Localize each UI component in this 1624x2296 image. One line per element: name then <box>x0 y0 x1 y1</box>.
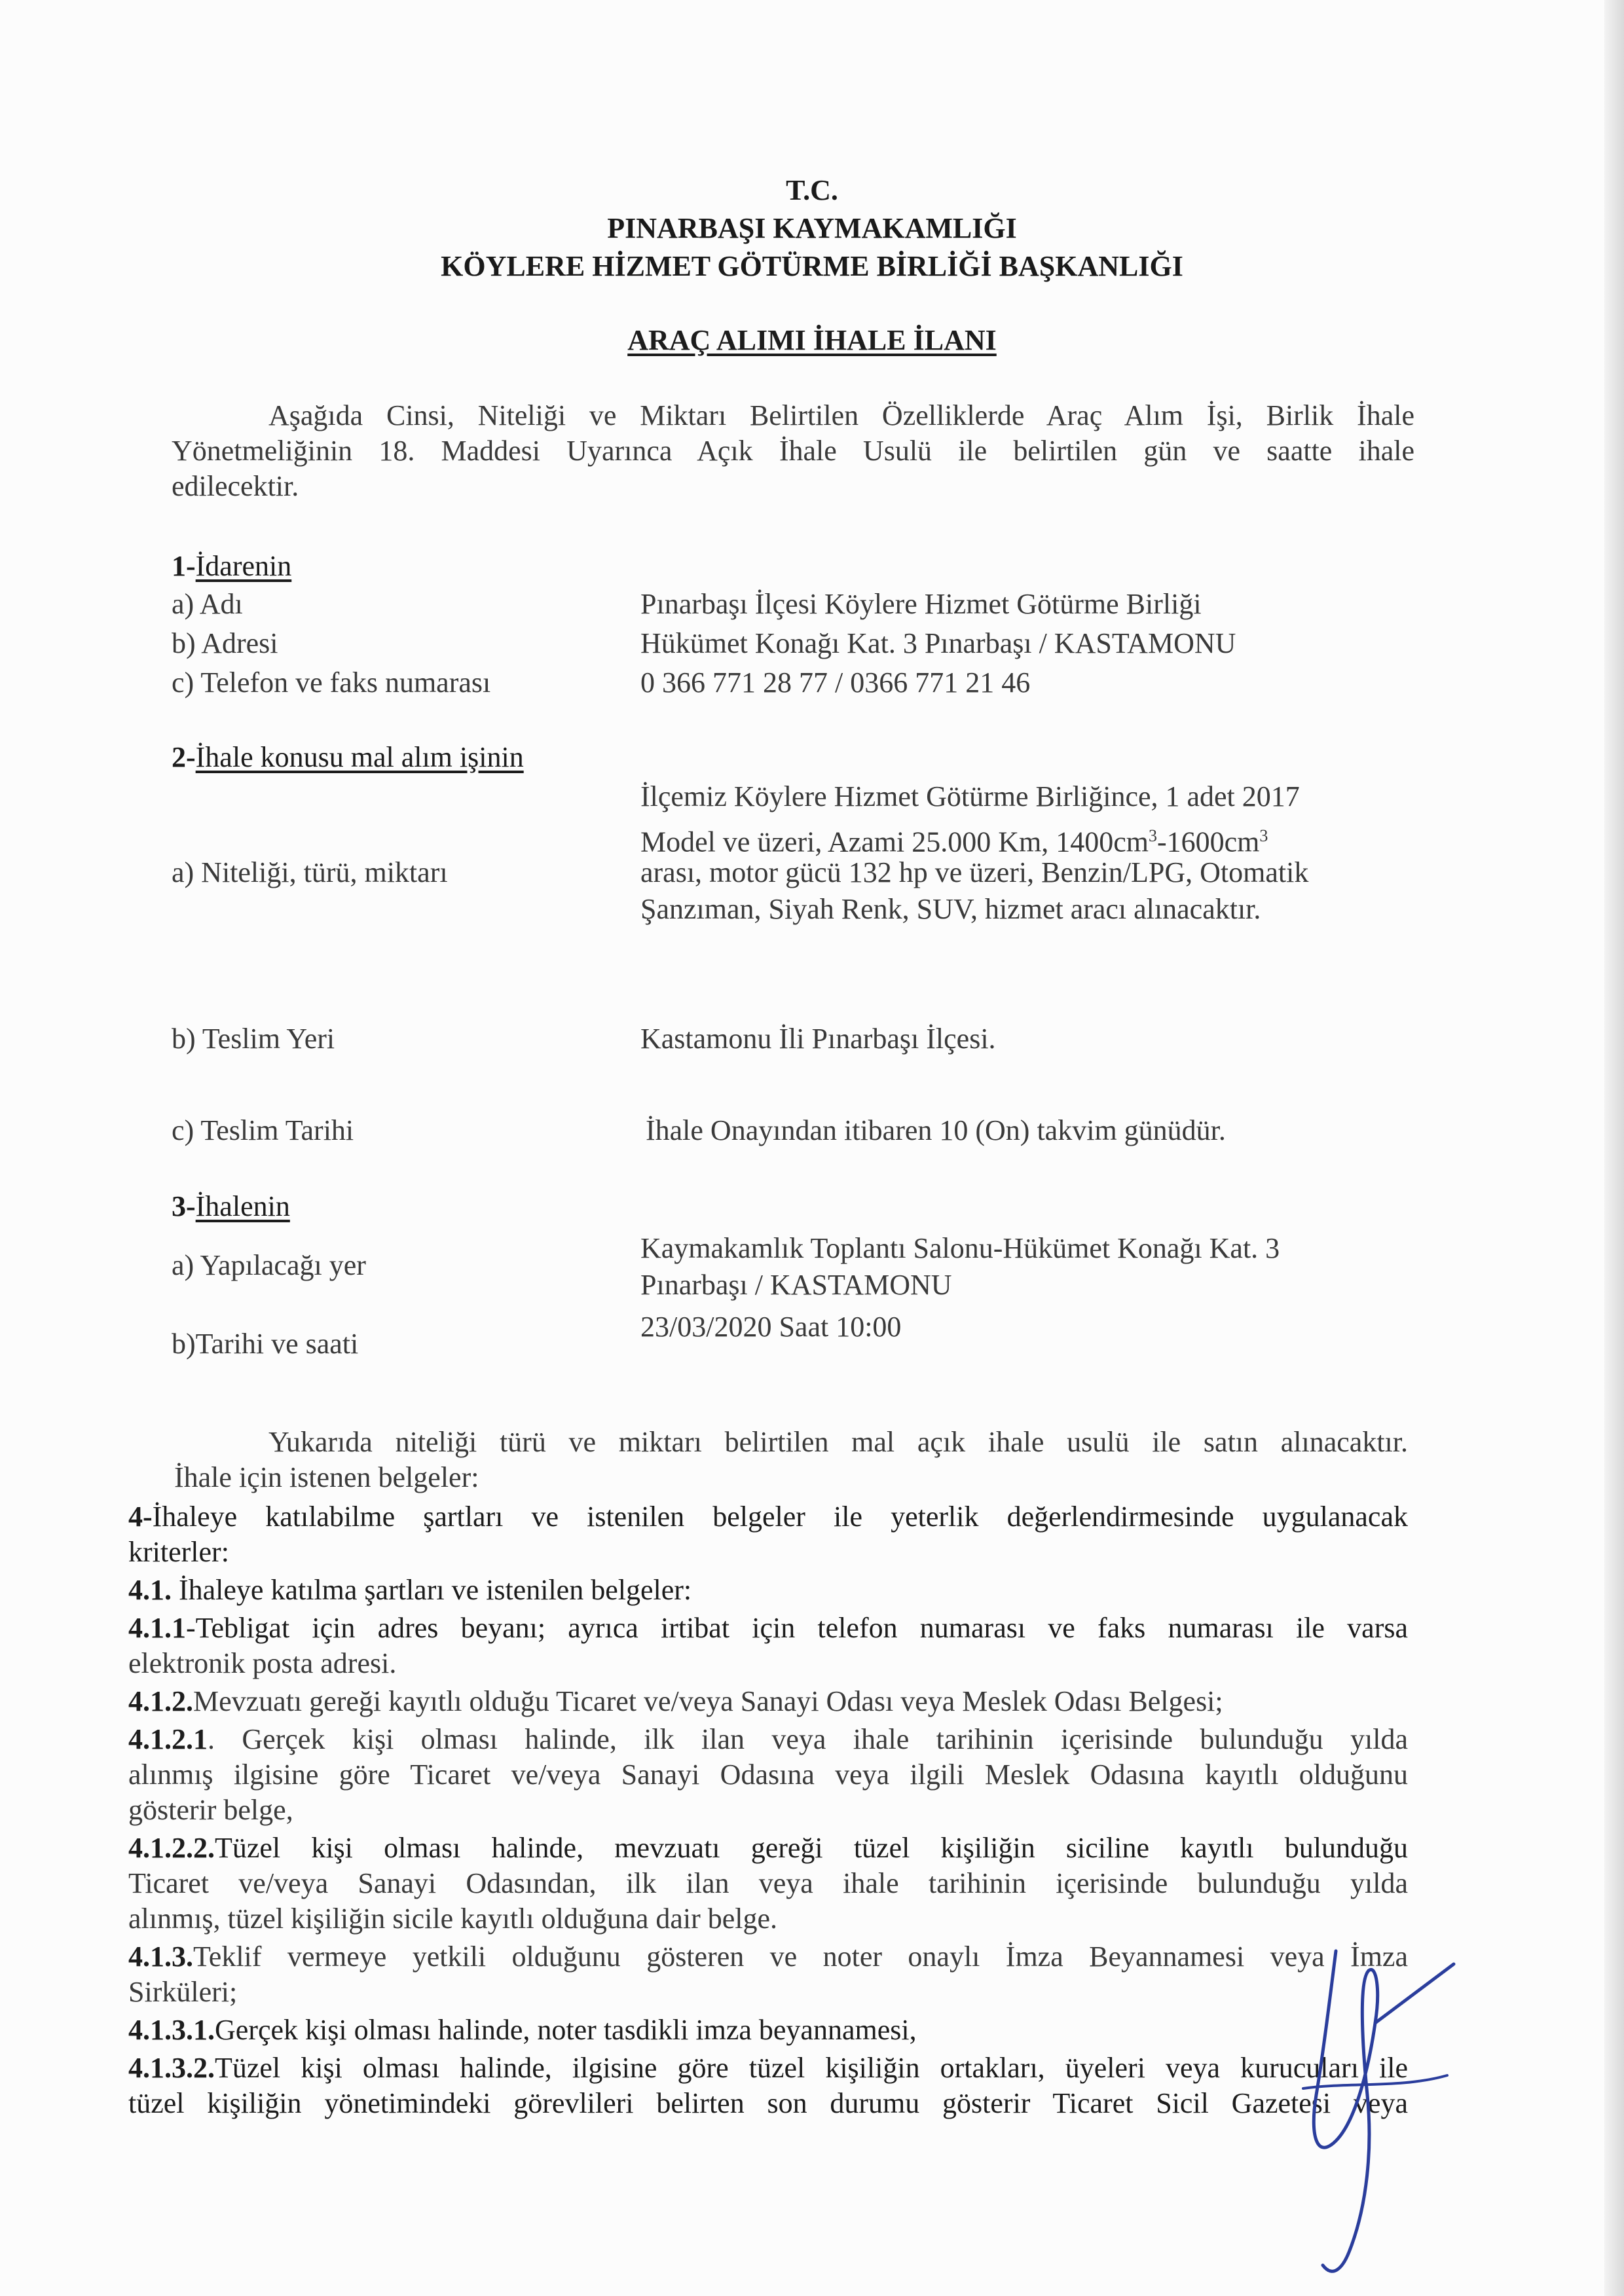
section1-value-c: 0 366 771 28 77 / 0366 771 21 46 <box>640 666 1031 699</box>
section3-a-value-line2: Pınarbaşı / KASTAMONU <box>640 1269 952 1301</box>
item-4-1-3-2-line1: 4.1.3.2.Tüzel kişi olması halinde, ilgisine göre tüzel kişiliğin ortakları, üyeleri veya kurucuları ile <box>128 2052 1408 2084</box>
section1-value-b: Hükümet Konağı Kat. 3 Pınarbaşı / KASTAMONU <box>640 627 1236 659</box>
section3-b-label: b)Tarihi ve saati <box>172 1328 359 1360</box>
item-4-1-2: 4.1.2.Mevzuatı gereği kayıtlı olduğu Ticaret ve/veya Sanayi Odası veya Meslek Odası Belgesi; <box>128 1685 1223 1717</box>
header-tc: T.C. <box>786 174 838 206</box>
item-4-1-1-line1: 4.1.1-Tebligat için adres beyanı; ayrıca irtibat için telefon numarası ve faks numarası ile varsa <box>128 1612 1408 1644</box>
header-birlik: KÖYLERE HİZMET GÖTÜRME BİRLİĞİ BAŞKANLIĞI <box>441 250 1183 282</box>
section2-a-value-line4: Şanzıman, Siyah Renk, SUV, hizmet aracı alınacaktır. <box>640 893 1261 925</box>
intro-line1: Aşağıda Cinsi, Niteliği ve Miktarı Belirtilen Özelliklerde Araç Alım İşi, Birlik İhale <box>268 399 1414 431</box>
section2-heading: 2-İhale konusu mal alım işinin <box>172 741 524 773</box>
section1-value-a: Pınarbaşı İlçesi Köylere Hizmet Götürme Birliği <box>640 588 1202 620</box>
intro-line2: Yönetmeliğinin 18. Maddesi Uyarınca Açık İhale Usulü ile belirtilen gün ve saatte ihale <box>172 435 1414 467</box>
section2-a-label: a) Niteliği, türü, miktarı <box>172 856 448 888</box>
header-kaymakamlik: PINARBAŞI KAYMAKAMLIĞI <box>607 212 1017 244</box>
section4-line1: 4-İhaleye katılabilme şartları ve istenilen belgeler ile yeterlik değerlendirmesinde uygulanacak <box>128 1501 1408 1533</box>
handwritten-signature <box>1297 1925 1493 2291</box>
item-4-1: 4.1. İhaleye katılma şartları ve istenilen belgeler: <box>128 1574 692 1606</box>
section3-a-label: a) Yapılacağı yer <box>172 1249 366 1281</box>
item-4-1-3-line1: 4.1.3.Teklif vermeye yetkili olduğunu gösteren ve noter onaylı İmza Beyannamesi veya İmza <box>128 1941 1408 1973</box>
section4-line2: kriterler: <box>128 1536 229 1568</box>
document-title: ARAÇ ALIMI İHALE İLANI <box>627 324 997 356</box>
section1-label-b: b) Adresi <box>172 627 278 659</box>
item-4-1-2-1-line1: 4.1.2.1. Gerçek kişi olması halinde, ilk ilan veya ihale tarihinin içerisinde bulunduğu yılda <box>128 1723 1408 1755</box>
closing-line2: İhale için istenen belgeler: <box>174 1461 479 1493</box>
item-4-1-3-line2: Sirküleri; <box>128 1976 238 2008</box>
section1-heading: 1-İdarenin <box>172 550 292 582</box>
section2-b-label: b) Teslim Yeri <box>172 1023 335 1055</box>
section2-a-value-line3: arası, motor gücü 132 hp ve üzeri, Benzin/LPG, Otomatik <box>640 856 1309 888</box>
item-4-1-3-2-line2: tüzel kişiliğin yönetimindeki görevlileri belirten son durumu gösterir Ticaret Sicil Gazetesi veya <box>128 2087 1408 2119</box>
section1-label-a: a) Adı <box>172 588 243 620</box>
item-4-1-1-line2: elektronik posta adresi. <box>128 1647 397 1679</box>
section2-a-value-line1: İlçemiz Köylere Hizmet Götürme Birliğince, 1 adet 2017 <box>640 780 1300 812</box>
item-4-1-2-2-line3: alınmış, tüzel kişiliğin sicile kayıtlı olduğuna dair belge. <box>128 1903 778 1935</box>
item-4-1-3-1: 4.1.3.1.Gerçek kişi olması halinde, noter tasdikli imza beyannamesi, <box>128 2014 917 2046</box>
section2-c-value: İhale Onayından itibaren 10 (On) takvim günüdür. <box>646 1114 1226 1146</box>
section2-a-value-line2: Model ve üzeri, Azami 25.000 Km, $1400cm^3-1600cm^3$ <box>640 826 1268 858</box>
section3-b-value: 23/03/2020 Saat 10:00 <box>640 1311 902 1343</box>
item-4-1-2-2-line1: 4.1.2.2.Tüzel kişi olması halinde, mevzuatı gereği tüzel kişiliğin siciline kayıtlı bulunduğu <box>128 1832 1408 1864</box>
intro-line3: edilecektir. <box>172 470 299 502</box>
section1-label-c: c) Telefon ve faks numarası <box>172 666 491 699</box>
section3-heading: 3-İhalenin <box>172 1190 290 1222</box>
section2-c-label: c) Teslim Tarihi <box>172 1114 354 1146</box>
section2-b-value: Kastamonu İli Pınarbaşı İlçesi. <box>640 1023 996 1055</box>
item-4-1-2-2-line2: Ticaret ve/veya Sanayi Odasından, ilk ilan veya ihale tarihinin içerisinde bulunduğu yılda <box>128 1867 1408 1899</box>
closing-line1: Yukarıda niteliği türü ve miktarı belirtilen mal açık ihale usulü ile satın alınacaktır. <box>268 1426 1408 1458</box>
item-4-1-2-1-line2: alınmış ilgisine göre Ticaret ve/veya Sanayi Odasına veya ilgili Meslek Odasına kayıtlı olduğunu <box>128 1758 1408 1791</box>
item-4-1-2-1-line3: gösterir belge, <box>128 1794 293 1826</box>
section3-a-value-line1: Kaymakamlık Toplantı Salonu-Hükümet Konağı Kat. 3 <box>640 1232 1280 1264</box>
